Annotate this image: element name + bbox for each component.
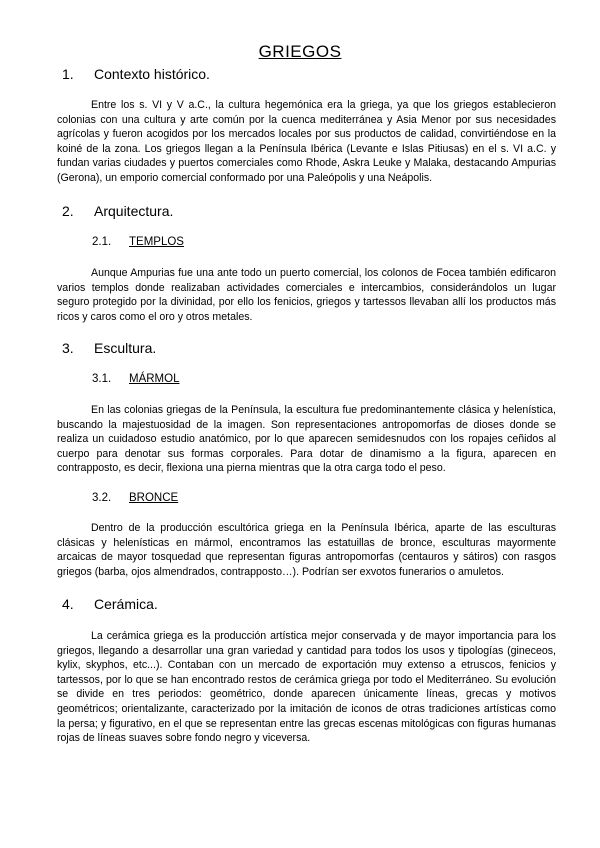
subsection-title: TEMPLOS	[129, 236, 184, 248]
section-title: Arquitectura.	[94, 203, 174, 219]
section-heading-escultura	[62, 340, 156, 356]
section-title: Cerámica.	[94, 596, 158, 612]
paragraph-bronce: Dentro de la producción escultórica griega en la Península Ibérica, aparte de las esculturas clásicas y helenísticas en mármol, encontramos las estatuillas de bronce, esculturas mayormente arcaicas de mayor tosquedad que representan figuras antropomorfas (centauros y sátiros) con rasgos griegos (barba, ojos almendrados, contrapposto…). Podrían ser exvotos funerarios o amuletos.	[57, 522, 556, 578]
paragraph-marmol: En las colonias griegas de la Península, la escultura fue predominantemente clásica y helenística, buscando la majestuosidad de la imagen. Son representaciones antropomorfas de dioses donde se realiza un cuidadoso estudio anatómico, por lo que aparecen semidesnudos con los ropajes ceñidos al cuerpo para denotar sus formas corporales. Para dotar de dinamismo a la figura, aparecen en contrapposto, es decir, flexiona una pierna mientras que la otra carga todo el peso.	[57, 404, 556, 475]
section-number: 1.	[62, 66, 74, 82]
section-title: Contexto histórico.	[94, 66, 210, 82]
section-heading-ceramica	[62, 596, 158, 612]
document-title: GRIEGOS	[258, 42, 342, 61]
subsection-number: 3.1.	[92, 373, 112, 385]
paragraph-templos: Aunque Ampurias fue una ante todo un puerto comercial, los colonos de Focea también edificaron varios templos donde realizaban actividades comerciales e intercambios, considerándolos un lugar seguro protegido por la divinidad, por ello los fenicios, griegos y tartessos llevaban allí los productos más ricos y caros como el oro y otros metales.	[57, 267, 556, 323]
section-title: Escultura.	[94, 340, 157, 356]
section-number: 3.	[62, 340, 74, 356]
subsection-title: MÁRMOL	[129, 373, 180, 385]
paragraph-contexto: Entre los s. VI y V a.C., la cultura hegemónica era la griega, ya que los griegos establecieron colonias con una cultura y arte común por la cuenca mediterránea y Asia Menor por sus necesidades agrícolas y fueron acogidos por los mercados locales por sus productos de calidad, convirtiéndose en la koiné de la zona. Los griegos llegan a la Península Ibérica (Levante e Islas Pitiusas) en el s. VI a.C. y fundan varias ciudades y puertos comerciales como Rhode, Askra Leuke y Malaka, destacando Ampurias (Gerona), un emporio comercial conformado por una Paleópolis y una Neápolis.	[57, 99, 556, 184]
subsection-number: 3.2.	[92, 492, 112, 504]
subsection-heading-templos	[92, 236, 184, 248]
subsection-title: BRONCE	[129, 492, 179, 504]
paragraph-ceramica: La cerámica griega es la producción artística mejor conservada y de mayor importancia para los griegos, llegando a desarrollar una gran variedad y cantidad para todos los usos y tipologías (gineceos, kylix, skyphos, etc...). Contaban con un mercado de exportación muy extenso a etruscos, fenicios y tartessos, por lo que se han encontrado restos de cerámica griega por todo el Mediterráneo. Su evolución se divide en tres periodos: geométrico, donde aparecen únicamente líneas, grecas y motivos geométricos; orientalizante, caracterizado por la imitación de iconos de otras tradiciones artísticas como la persa; y figurativo, en el que se representan entre las grecas escenas mitológicas con figuras humanas rojas de líneas suaves sobre fondo negro y viceversa.	[57, 630, 556, 745]
subsection-number: 2.1.	[92, 236, 112, 248]
section-heading-contexto	[62, 66, 210, 82]
subsection-heading-marmol	[92, 373, 179, 385]
subsection-heading-bronce	[92, 492, 178, 504]
section-number: 2.	[62, 203, 74, 219]
section-number: 4.	[62, 596, 74, 612]
section-heading-arquitectura	[62, 203, 173, 219]
